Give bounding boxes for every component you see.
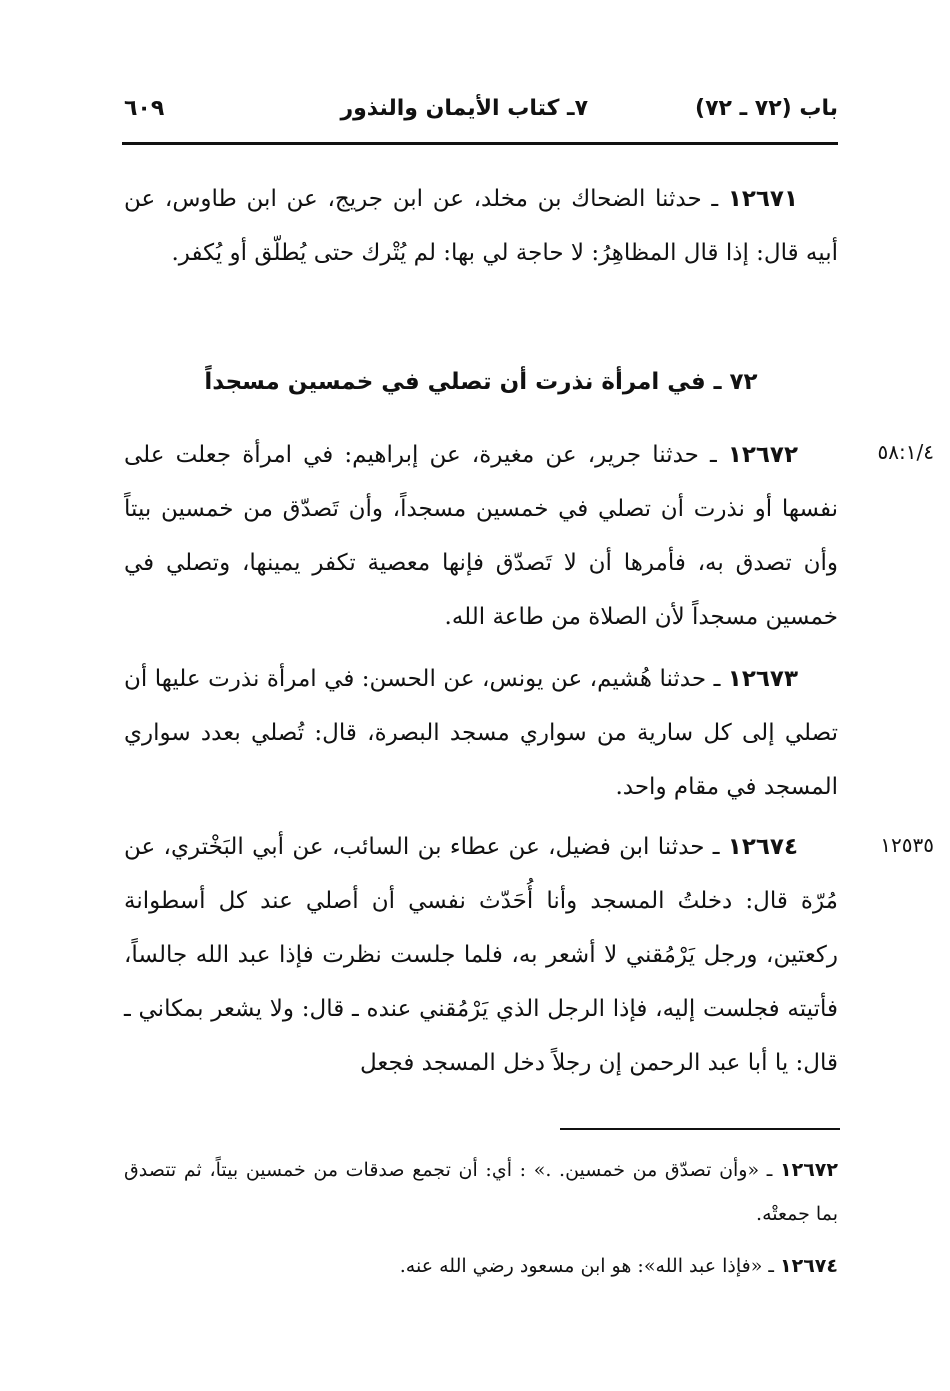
header-divider [122,142,838,145]
book-title: ٧ـ كتاب الأيمان والنذور [340,96,588,121]
margin-reference: ١٢٥٣٥ [880,833,934,857]
hadith-text: ـ حدثنا جرير، عن مغيرة، عن إبراهيم: في امرأة جعلت على نفسها أو نذرت أن تصلي في خمسين مسجداً، وأن تَصدّق من خمسين بيتاً وأن تصدق به، فأمرها أن لا تَصدّق فإنها معصية تكفر يمينها، وتصلي في خمسين مسجداً لأن الصلاة من طاعة الله. [124,442,838,630]
running-header [120,96,838,136]
footnote-12672 [124,1148,838,1236]
section-title: ٧٢ ـ في امرأة نذرت أن تصلي في خمسين مسجداً [204,369,758,395]
footnote-text: ـ «فإذا عبد الله»: هو ابن مسعود رضي الله عنه. [399,1255,774,1277]
chapter-label: باب (٧٢ ـ ٧٢) [695,96,838,121]
hadith-number: ١٢٦٧٣ [727,666,798,692]
margin-reference: ٥٨:١/٤ [877,440,934,464]
footnote-12674 [124,1244,838,1288]
hadith-text: ـ حدثنا الضحاك بن مخلد، عن ابن جريج، عن ابن طاوس، عن أبيه قال: إذا قال المظاهِرُ: لا حاجة لي بها: لم يُتْرك حتى يُطلّق أو يُكفر. [124,186,838,266]
hadith-number: ١٢٦٧٢ [727,442,799,468]
hadith-number: ١٢٦٧٤ [727,834,798,860]
hadith-12673 [124,652,838,814]
hadith-12672 [124,428,838,644]
hadith-number: ١٢٦٧١ [727,186,799,212]
footnote-number: ١٢٦٧٤ [780,1255,838,1277]
footnote-divider [560,1128,840,1130]
footnote-text: ـ «وأن تصدّق من خمسين. .» : أي: أن تجمع صدقات من خمسين بيتاً، ثم تتصدق بما جمعتْه. [124,1159,838,1225]
hadith-text: ـ حدثنا ابن فضيل، عن عطاء بن السائب، عن أبي البَخْتري، عن مُرّة قال: دخلتُ المسجد وأنا أُحَدّث نفسي أن أصلي عند كل أسطوانة ركعتين، ورجل يَرْمُقني لا أشعر به، فلما جلست نظرت فإذا عبد الله جالساً، فأتيته فجلست إليه، فإذا الرجل الذي يَرْمُقني عنده ـ قال: ولا يشعر بمكاني ـ قال: يا أبا عبد الرحمن إن رجلاً دخل المسجد فجعل [124,834,838,1076]
page-number: ٦٠٩ [124,96,165,121]
hadith-12671 [124,172,838,280]
footnote-number: ١٢٦٧٢ [780,1159,838,1181]
hadith-12674 [124,820,838,1090]
hadith-text: ـ حدثنا هُشيم، عن يونس، عن الحسن: في امرأة نذرت عليها أن تصلي إلى كل سارية من سواري مسجد البصرة، قال: تُصلي بعدد سواري المسجد في مقام واحد. [124,666,838,800]
